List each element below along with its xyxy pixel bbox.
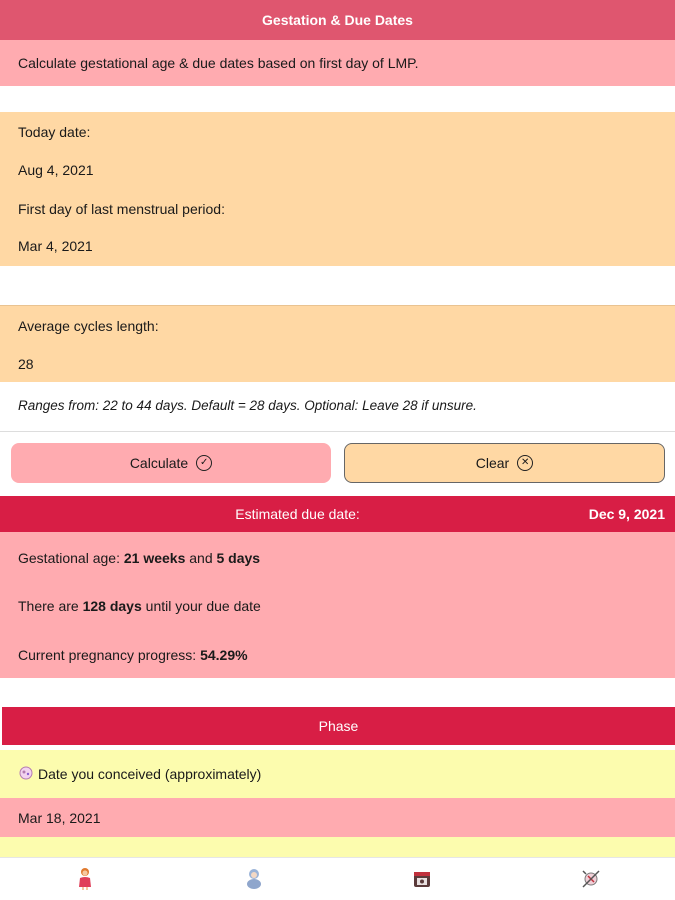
phase-header	[2, 707, 675, 745]
gest-prefix: Gestational age:	[18, 550, 124, 566]
progress-value: 54.29%	[200, 647, 248, 663]
conception-icon	[18, 765, 34, 784]
gest-and: and	[185, 550, 217, 566]
progress-prefix: Current pregnancy progress:	[18, 647, 201, 663]
cycle-length-input[interactable]: 28	[18, 356, 34, 372]
pregnant-woman-icon	[76, 867, 94, 891]
due-date-value: Dec 9, 2021	[588, 506, 665, 522]
cycle-length-label: Average cycles length:	[18, 318, 159, 334]
lmp-label: First day of last menstrual period:	[18, 201, 225, 217]
tab-pregnancy[interactable]	[74, 866, 96, 892]
today-date-label: Today date:	[18, 124, 91, 140]
calculate-button[interactable]	[11, 443, 331, 483]
intro-banner	[0, 40, 675, 86]
divider	[0, 431, 675, 432]
no-cycle-icon	[580, 868, 602, 890]
app-header	[0, 0, 675, 40]
baby-icon	[244, 868, 264, 890]
cycle-section	[0, 305, 675, 382]
tab-calendar[interactable]	[411, 866, 433, 892]
conceived-row	[0, 750, 675, 798]
due-date-label: Estimated due date:	[235, 506, 360, 522]
gest-days: 5 days	[216, 550, 261, 566]
x-circle-icon: ✕	[517, 455, 533, 471]
days-until-due	[18, 598, 261, 614]
today-date-value[interactable]: Aug 4, 2021	[18, 162, 94, 178]
tab-no-cycle[interactable]	[580, 866, 602, 892]
tab-baby[interactable]	[243, 866, 265, 892]
conceived-date-row	[0, 798, 675, 837]
intro-text: Calculate gestational age & due dates based on first day of LMP.	[18, 55, 419, 71]
tab-bar	[0, 857, 675, 900]
days-prefix: There are	[18, 598, 83, 614]
dates-section	[0, 112, 675, 266]
page-title: Gestation & Due Dates	[262, 12, 413, 28]
days-value: 128 days	[82, 598, 142, 614]
lmp-date-value[interactable]: Mar 4, 2021	[18, 238, 93, 254]
gestational-age	[18, 550, 260, 566]
days-suffix: until your due date	[141, 598, 261, 614]
phase-title: Phase	[318, 718, 359, 734]
cycle-hint: Ranges from: 22 to 44 days. Default = 28 days. Optional: Leave 28 if unsure.	[18, 398, 477, 413]
gest-weeks: 21 weeks	[123, 550, 186, 566]
pregnancy-progress	[18, 647, 248, 663]
results-section	[0, 532, 675, 678]
due-date-bar	[0, 496, 675, 532]
calendar-icon	[412, 869, 432, 889]
clear-button[interactable]	[344, 443, 665, 483]
conceived-date-value: Mar 18, 2021	[18, 809, 101, 826]
check-circle-icon: ✓	[196, 455, 212, 471]
calculate-label: Calculate	[129, 455, 189, 471]
clear-label: Clear	[475, 455, 510, 471]
conceived-label: Date you conceived (approximately)	[38, 766, 262, 782]
next-phase-row	[0, 837, 675, 857]
